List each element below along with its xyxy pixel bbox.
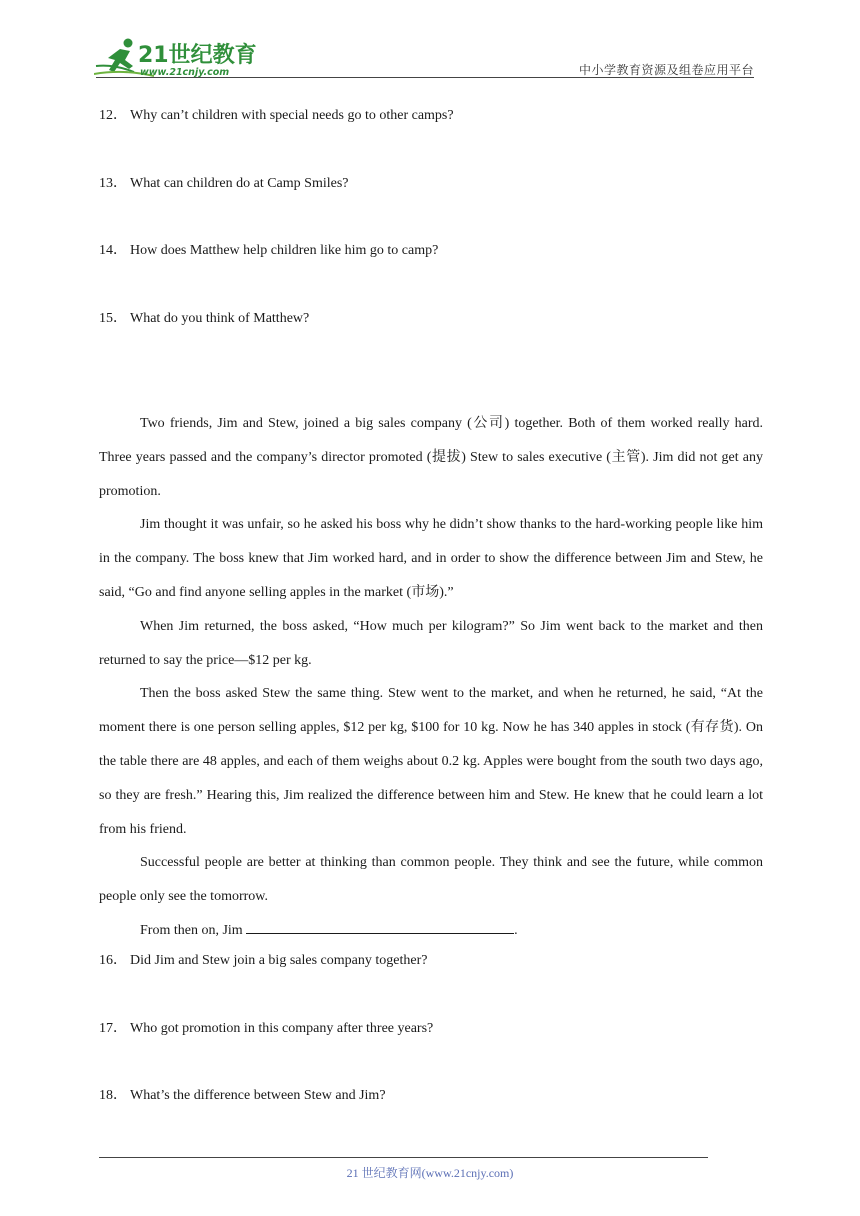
question-text: What can children do at Camp Smiles? (130, 176, 349, 191)
question-text: Who got promotion in this company after three years? (130, 1021, 434, 1036)
question-text: How does Matthew help children like him go to camp? (130, 243, 439, 258)
question-number: 15． (99, 311, 127, 326)
question-12 (99, 107, 454, 125)
answer-blank[interactable] (246, 920, 514, 934)
question-14 (99, 242, 438, 260)
question-text: Did Jim and Stew join a big sales company together? (130, 953, 428, 968)
question-number: 16． (99, 953, 127, 968)
question-number: 18． (99, 1088, 127, 1103)
question-text: What’s the difference between Stew and Jim? (130, 1088, 386, 1103)
platform-tagline: 中小学教育资源及组卷应用平台 (578, 63, 754, 77)
fill-prefix: From then on, Jim (140, 922, 243, 938)
question-number: 17． (99, 1021, 127, 1036)
question-number: 12． (99, 108, 127, 123)
svg-text:21世纪教育: 21世纪教育 (138, 43, 257, 68)
passage-paragraph: Successful people are better at thinking than common people. They think and see the future, while common people only see the tomorrow. (99, 855, 763, 905)
footer-link[interactable]: 21 世纪教育网(www.21cnjy.com) (346, 1166, 514, 1180)
passage-paragraph: Then the boss asked Stew the same thing. Stew went to the market, and when he returned, he said, “At the moment there is one person selling apples, $12 per kg, $100 for 10 kg. Now he has 340 apples in stock (有存货). On the table there are 48 apples, and each of them weighs about 0.2 kg. Apples were bought from the south two days ago, so they are fresh.” Hearing this, Jim realized the difference between him and Stew. He knew that he could learn a lot from his friend. (99, 686, 763, 837)
question-16 (99, 952, 427, 970)
question-17 (99, 1020, 433, 1038)
question-number: 13． (99, 176, 127, 191)
svg-text:www.21cnjy.com: www.21cnjy.com (140, 67, 230, 78)
reading-passage (99, 407, 763, 948)
page-header (0, 0, 860, 80)
site-logo (94, 36, 269, 80)
question-18 (99, 1087, 386, 1105)
passage-fill-line (99, 914, 763, 948)
runner-logo-icon (94, 36, 269, 80)
passage-paragraph: Jim thought it was unfair, so he asked his boss why he didn’t show thanks to the hard-working people like him in the company. The boss knew that Jim worked hard, and in order to show the difference between Jim and Stew, he said, “Go and find anyone selling apples in the market (市场).” (99, 517, 763, 600)
question-15 (99, 310, 309, 328)
question-number: 14． (99, 243, 127, 258)
header-divider (96, 77, 754, 78)
passage-paragraph: Two friends, Jim and Stew, joined a big sales company (公司) together. Both of them worked really hard. Three years passed and the company’s director promoted (提拔) Stew to sales executive (主管). Jim did not get any promotion. (99, 416, 763, 499)
fill-suffix: . (514, 922, 518, 938)
passage-paragraph: When Jim returned, the boss asked, “How much per kilogram?” So Jim went back to the market and then returned to say the price—$12 per kg. (99, 618, 763, 668)
question-text: Why can’t children with special needs go to other camps? (130, 108, 454, 123)
question-13 (99, 175, 349, 193)
footer-divider (99, 1157, 708, 1158)
question-text: What do you think of Matthew? (130, 311, 310, 326)
